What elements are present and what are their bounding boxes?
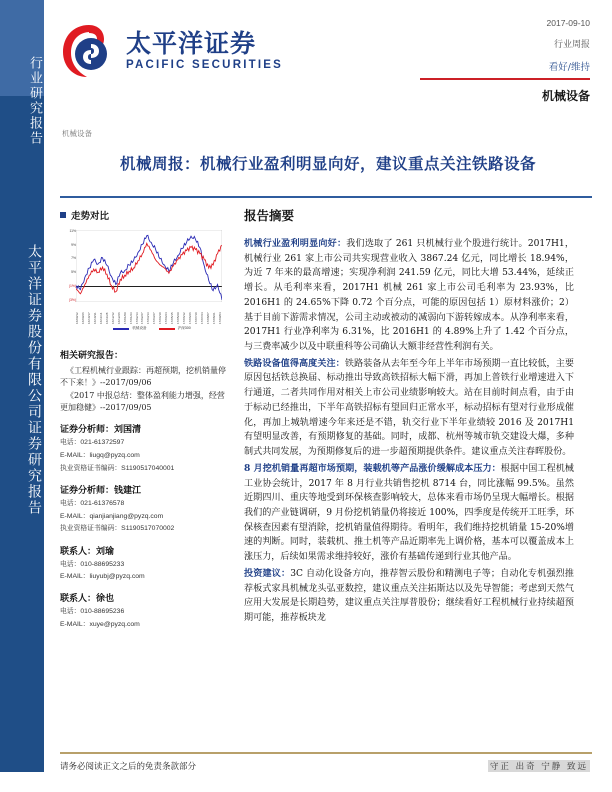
footer-motto: 守正 出奇 宁静 致远 xyxy=(489,762,588,772)
related-report-item[interactable]: 《2017 中报总结：整体盈利能力增强，经营更加稳健》--2017/09/05 xyxy=(60,391,225,412)
chart-x-tick: 16/10/31 xyxy=(92,312,97,324)
contact-block xyxy=(60,591,228,630)
title-divider xyxy=(60,196,592,198)
chart-x-tick: 17/01/23 xyxy=(128,312,133,324)
left-column xyxy=(60,208,228,633)
chart-x-tick: 17/03/13 xyxy=(146,312,151,324)
report-date: 2017-09-10 xyxy=(546,18,590,28)
header-meta xyxy=(420,18,590,104)
sidebar-main-label: 太平洋证券股份有限公司证券研究报告 xyxy=(26,244,42,516)
related-report-item[interactable]: 《工程机械行业跟踪：再超预期，挖机销量停不下来！》--2017/09/06 xyxy=(60,366,226,387)
breadcrumb: 机械设备 xyxy=(62,129,92,138)
chart-x-tick: 17/06/26 xyxy=(188,312,193,324)
chart-legend xyxy=(82,326,222,331)
footer-divider xyxy=(60,752,592,754)
logo-english-name: PACIFIC SECURITIES xyxy=(126,58,283,71)
chart-x-tick: 17/07/24 xyxy=(200,312,205,324)
logo-chinese-name: 太平洋证券 xyxy=(126,29,257,59)
chart-y-tick: (1%) xyxy=(68,283,76,288)
chart-x-tick: 17/04/10 xyxy=(158,312,163,324)
contact-email[interactable]: E-MAIL：liuyubj@pyzq.com xyxy=(60,573,145,581)
chart-x-tick: 16/11/28 xyxy=(104,312,109,324)
chart-plot-area xyxy=(76,230,222,302)
summary-paragraph-lead: 机械行业盈利明显向好： xyxy=(244,238,347,249)
summary-paragraph-lead: 投资建议： xyxy=(244,567,291,579)
chart-x-tick: 17/05/29 xyxy=(176,312,181,324)
summary-paragraph: 铁路设备值得高度关注：铁路装备从去年至今年上半年市场预期一直比较低，主要原因包括铁总换届、标动推出导致高铁招标大幅下滑，再加上普铁行业增速进入下行通道，二者共同作用对相关上市公司业绩影响较大。站在目前时间点看，由于由于标动已经推出，下半年高铁招标有望回归正常水平，标动招标有望对行业形成催化，再加上城轨增速今年来还是不错，轨交行业下半年业绩较 2016 及 2017H1 有望明显改善，有预期修复的基础。同时，成都、杭州等城市轨交建设大爆，多种制式共同发展，为预期修复后的进一步超预期提供条件。建议重点关注春晖股份。 xyxy=(244,357,574,458)
chart-x-tick: 16/09/26 xyxy=(80,312,85,324)
contact-block xyxy=(60,544,228,583)
chart-x-tick: 17/02/27 xyxy=(140,312,145,324)
chart-heading xyxy=(60,208,228,222)
chart-x-tick: 17/04/24 xyxy=(164,312,169,324)
contact-name: 联系人：徐也 xyxy=(60,594,115,605)
analyst-name: 证券分析师：刘国清 xyxy=(60,425,142,436)
summary-paragraph-lead: 8 月挖机销量再超市场预期，装载机等产品涨价缓解成本压力： xyxy=(244,462,501,474)
header-divider xyxy=(420,78,590,80)
footer-disclaimer: 请务必阅读正文之后的免责条款部分 xyxy=(60,762,197,772)
chart-y-tick: 5% xyxy=(71,270,76,275)
chart-x-tick: 16/09/12 xyxy=(75,312,79,324)
chart-x-tick: 17/06/12 xyxy=(182,312,187,324)
summary-paragraph: 机械行业盈利明显向好：我们选取了 261 只机械行业个股进行统计。2017H1，机械行业 261 家上市公司共实现营业收入 3867.24 亿元，同比增长 18.94%，为近 7 年来的最高增速；实现净利润 241.59 亿元，同比大增 53.44%，延续正增长。从毛利率来看，2017H1 机械 261 家上市公司毛利率为 23.93%，比 2016H1 的 24.65%下降 0.72 个百分点，可能的原因包括 1）原材料涨价；2）基于目前下游需求情况，公司主动或被动的减弱向下游转嫁成本。从净利率来看，2017H1 行业净利率为 6.31%，比 2016H1 的 4.89%上升了 1.42 个百分点，与三费率减少以及中联重科等公司确认大额非经营性利润有关。 xyxy=(244,238,574,353)
chart-y-tick: 11% xyxy=(69,229,76,233)
analyst-phone: 电话：021-61376578 xyxy=(60,499,125,507)
trend-comparison-chart xyxy=(60,226,228,338)
sidebar-top-label: 行业研究报告 xyxy=(27,56,42,146)
summary-paragraph: 投资建议：3C 自动化设备方向，推荐智云股份和精测电子等；自动化专机强烈推荐板式家具机械龙头弘亚数控，建议重点关注拓斯达以及先导智能；考虑到天然气应用大发展是长期趋势，建议重点关注厚普股份；继续看好工程机械行业持续超预期可能，推荐板块龙 xyxy=(244,567,574,623)
chart-x-tick: 16/12/26 xyxy=(116,312,121,324)
analyst-email[interactable]: E-MAIL：qianjianjiang@pyzq.com xyxy=(60,512,164,520)
chart-x-tick: 17/02/13 xyxy=(134,312,139,324)
sidebar-bottom-gap xyxy=(0,772,44,792)
summary-paragraph: 8 月挖机销量再超市场预期，装载机等产品涨价缓解成本压力：根据中国工程机械工业协会统计，2017 年 8 月行业共销售挖机 8714 台，同比涨幅 99.5%。虽然近期四川、重庆等地受到环保核查影响较大，总体来看市场仍呈现大幅增长。根据我们的产业链调研，9 月份挖机销量仍将接近 100%，四季度是传统开工旺季，环保核查因素有望消除，挖机销量值得期待。看明年，我们维持挖机销量 15-20%增速的判断。同时，装载机、推土机等产品近期率先上调价格，基本可以覆盖成本上涨压力，后续如果需求维持较好，涨价有基础传递到行业其他产品。 xyxy=(244,462,574,563)
sector-name: 机械设备 xyxy=(541,89,590,103)
chart-legend-item xyxy=(113,326,146,331)
chart-y-tick: 9% xyxy=(71,242,76,247)
chart-y-tick: (3%) xyxy=(68,297,76,302)
chart-x-tick: 17/08/07 xyxy=(205,312,210,324)
chart-x-tick: 17/03/27 xyxy=(152,312,157,324)
summary-paragraph-lead: 铁路设备值得高度关注： xyxy=(244,357,345,369)
chart-y-axis xyxy=(60,230,76,302)
contact-name: 联系人：刘瑜 xyxy=(60,546,115,557)
summary-paragraphs xyxy=(244,237,574,626)
legend-swatch xyxy=(159,328,175,330)
analyst-phone: 电话：021-61372597 xyxy=(60,439,125,447)
contact-email[interactable]: E-MAIL：xuye@pyzq.com xyxy=(60,621,140,629)
chart-x-tick: 16/11/14 xyxy=(98,312,103,324)
analyst-block xyxy=(60,422,228,474)
chart-heading-label: 走势对比 xyxy=(71,211,110,222)
contact-phone: 电话：010-88695233 xyxy=(60,560,125,568)
report-type: 行业周报 xyxy=(553,40,590,50)
chart-x-tick: 17/05/15 xyxy=(170,312,175,324)
chart-x-tick: 17/01/09 xyxy=(122,312,127,324)
square-bullet-icon xyxy=(60,212,66,218)
chart-x-tick: 16/10/17 xyxy=(86,312,91,324)
related-reports-heading: 相关研究报告： xyxy=(60,351,124,361)
chart-x-tick: 16/12/12 xyxy=(110,312,115,324)
legend-label: 机械设备 xyxy=(132,326,147,330)
page-header xyxy=(44,0,612,130)
related-reports-list xyxy=(60,365,228,413)
chart-series-line xyxy=(76,235,222,300)
analyst-email[interactable]: E-MAIL：liugq@pyzq.com xyxy=(60,452,140,460)
chart-x-tick: 17/09/04 xyxy=(217,312,222,324)
analyst-list xyxy=(60,422,228,534)
summary-heading: 报告摘要 xyxy=(244,208,295,223)
legend-swatch xyxy=(113,328,129,330)
legend-label: 沪深300 xyxy=(177,326,191,330)
analyst-name: 证券分析师：钱建江 xyxy=(60,485,142,496)
chart-legend-item xyxy=(159,326,191,331)
contact-list xyxy=(60,544,228,631)
chart-x-axis xyxy=(76,304,222,324)
chart-x-tick: 17/07/10 xyxy=(194,312,199,324)
summary-column xyxy=(244,206,574,628)
contact-phone: 电话：010-88695236 xyxy=(60,608,125,616)
page-title: 机械周报：机械行业盈利明显向好，建议重点关注铁路设备 xyxy=(119,154,536,173)
chart-y-tick: 7% xyxy=(71,256,76,261)
left-sidebar xyxy=(0,0,44,792)
analyst-block xyxy=(60,483,228,535)
analyst-certificate: 执业资格证书编码：S1190517070002 xyxy=(60,525,175,533)
chart-x-tick: 17/08/21 xyxy=(211,312,216,324)
rating-badge: 看好/维持 xyxy=(548,62,590,73)
pacific-securities-logo-icon xyxy=(60,22,118,80)
analyst-certificate: 执业资格证书编码：S1190517040001 xyxy=(60,464,175,472)
brand-logo xyxy=(60,22,283,80)
